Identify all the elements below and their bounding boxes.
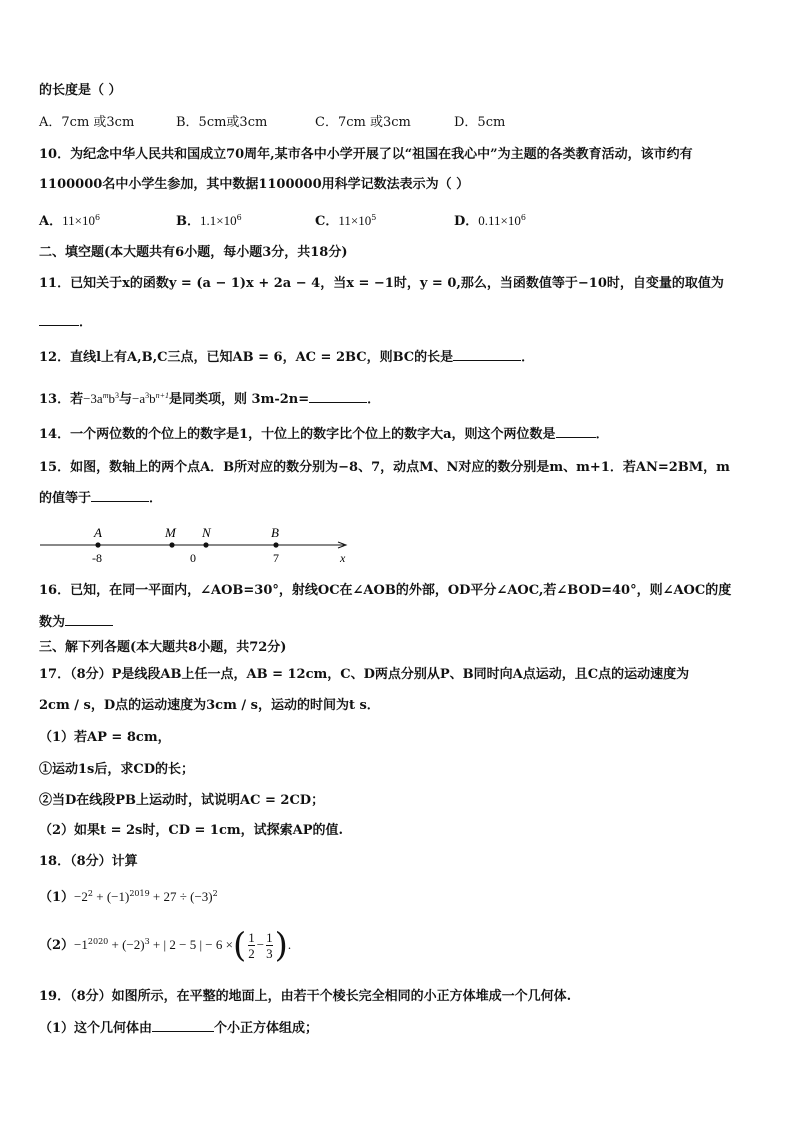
- q18-expr1-c-exp: 2: [212, 889, 218, 898]
- q14-answer-blank[interactable]: [556, 425, 596, 438]
- q18-expr2-b: + (−2): [108, 937, 145, 952]
- q10-option-c-value: 11×10: [338, 213, 372, 228]
- fraction-one-third: [266, 930, 273, 961]
- point-b-label: B: [271, 525, 279, 540]
- section-solve-title: 三、解下列各题(本大题共8小题，共72分): [39, 640, 287, 655]
- q9-tail: 的长度是（ ）: [39, 83, 122, 98]
- q18-expr1-a-exp: 2: [87, 889, 93, 898]
- tick-label-7: 7: [273, 551, 279, 565]
- q10-option-c-exp: 5: [371, 213, 377, 222]
- q9-option-c: C．7cm 或3cm: [315, 115, 411, 130]
- axis-x-label: x: [340, 551, 346, 565]
- q13-term2-exp-3: 3: [145, 391, 150, 400]
- q18-minus: −: [256, 937, 265, 952]
- q13-term1-exp-m: m: [102, 391, 109, 400]
- fraction-one-third-num: 1: [266, 930, 273, 945]
- q18-expr1-b-exp: 2019: [129, 889, 150, 898]
- tick-label-0: 0: [190, 551, 196, 565]
- q18-expr2-a: −1: [74, 937, 88, 952]
- q19-answer-blank[interactable]: [152, 1019, 214, 1032]
- point-m-label: M: [165, 525, 176, 540]
- q18-expr1-c: + 27 ÷ (−3): [149, 889, 213, 904]
- q18-expr1-a: −2: [74, 889, 88, 904]
- number-line-figure: [38, 520, 358, 566]
- q14-line: [39, 425, 609, 444]
- fraction-one-half: [248, 930, 255, 961]
- q16-line1: 16．已知，在同一平面内，∠AOB=30°，射线OC在∠AOB的外部，OD平分∠AOC,若∠BOD=40°，则∠AOC的度: [39, 583, 732, 598]
- q10-option-a-value: 11×10: [62, 213, 95, 228]
- q14-end: ．: [595, 427, 609, 442]
- q17-part2: （2）如果t = 2s时，CD = 1cm，试探索AP的值.: [39, 823, 344, 838]
- q15-line1: 15．如图，数轴上的两个点A．B所对应的数分别为−8、7，动点M、N对应的数分别是m、m+1．若AN=2BM，m: [39, 460, 730, 475]
- q16-text: 数为: [39, 615, 66, 630]
- q10-option-a-label: A．: [39, 214, 63, 229]
- q17-line1: 17．（8分）P是线段AB上任一点，AB = 12cm，C、D两点分别从P、B同时向A点运动，且C点的运动速度为: [39, 667, 690, 682]
- q10-option-a: [39, 212, 100, 231]
- q13-term1-exp-3: 3: [114, 391, 119, 400]
- q11-line1: 11．已知关于x的函数y = (a − 1)x + 2a − 4，当x = −1时，y = 0,那么，当函数值等于−10时，自变量的取值为: [39, 276, 724, 291]
- fraction-one-third-den: 3: [266, 946, 273, 961]
- q19-line1: 19．（8分）如图所示，在平整的地面上，由若干个棱长完全相同的小正方体堆成一个几何体.: [39, 989, 572, 1004]
- q10-line2: 1100000名中小学生参加，其中数据1100000用科学记数法表示为（ ）: [39, 177, 470, 192]
- q12-line: [39, 348, 534, 367]
- q10-option-b: [176, 212, 242, 231]
- q9-option-b: B．5cm或3cm: [176, 115, 268, 130]
- q18-expr2-label: （2）: [39, 938, 75, 953]
- q18-expr2-c: + | 2 − 5 | − 6 ×: [149, 937, 233, 952]
- q15-line2: [39, 489, 162, 508]
- q13-pre: 13．若: [39, 392, 84, 407]
- q12-text: 12．直线l上有A,B,C三点，已知AB = 6，AC = 2BC，则BC的长是: [39, 350, 454, 365]
- q10-option-c: [315, 212, 376, 231]
- fraction-one-half-num: 1: [248, 930, 255, 945]
- q10-option-a-exp: 6: [94, 213, 101, 222]
- q10-option-b-value: 1.1×10: [200, 213, 237, 228]
- point-b-dot: [273, 542, 278, 547]
- q11-line2: [39, 313, 92, 332]
- q18-expr2-a-exp: 2020: [87, 937, 109, 946]
- q13-end: ．: [367, 392, 381, 407]
- q10-line1: 10．为纪念中华人民共和国成立70周年,某市各中小学开展了以“祖国在我心中”为主题的各类教育活动，该市约有: [39, 147, 693, 162]
- left-paren-icon: (: [232, 925, 247, 966]
- q13-term2-b: b: [149, 391, 156, 406]
- q16-line2: [39, 613, 113, 632]
- q11-answer-blank[interactable]: [39, 313, 79, 326]
- q17-part1a: ①运动1s后，求CD的长；: [39, 762, 194, 777]
- q18-expr1-b: + (−1): [92, 889, 130, 904]
- point-m-dot: [169, 542, 174, 547]
- q17-part1b: ②当D在线段PB上运动时，试说明AC = 2CD；: [39, 793, 325, 808]
- q19-part1-pre: （1）这个几何体由: [39, 1021, 153, 1036]
- q13-post: 是同类项，则 3m-2n=: [169, 392, 310, 407]
- q13-term2-exp-n1: n+1: [155, 391, 170, 400]
- point-n-dot: [203, 542, 208, 547]
- point-n-label: N: [202, 525, 211, 540]
- q17-line2: 2cm / s，D点的运动速度为3cm / s，运动的时间为t s．: [39, 698, 380, 713]
- q18-expr2: [39, 925, 292, 966]
- q13-mid: 与: [118, 392, 132, 407]
- q10-option-c-label: C．: [315, 214, 339, 229]
- q18-expr1-label: （1）: [39, 890, 75, 905]
- q11-end: ．: [79, 315, 93, 330]
- q18-expr2-b-exp: 3: [144, 937, 150, 946]
- fraction-one-half-den: 2: [248, 946, 255, 961]
- q13-line: [39, 390, 380, 409]
- q13-term2: [132, 391, 169, 406]
- q15-end: ．: [149, 491, 163, 506]
- q17-part1: （1）若AP = 8cm，: [39, 730, 171, 745]
- q15-answer-blank[interactable]: [91, 489, 149, 502]
- q13-term1-b: b: [108, 391, 115, 406]
- q19-part1: [39, 1019, 318, 1038]
- q18-expr1: [39, 888, 218, 907]
- q16-answer-blank[interactable]: [65, 613, 113, 626]
- q10-option-d: [454, 212, 526, 231]
- q10-option-b-exp: 6: [236, 213, 242, 222]
- q9-option-d: D．5cm: [454, 115, 506, 130]
- q9-option-a: A．7cm 或3cm: [39, 115, 135, 130]
- q12-end: ．: [521, 350, 535, 365]
- q15-text: 的值等于: [39, 491, 92, 506]
- tick-label-minus8: -8: [92, 551, 102, 565]
- q10-option-d-exp: 6: [520, 213, 526, 222]
- point-a-label: A: [94, 525, 102, 540]
- q13-answer-blank[interactable]: [309, 390, 367, 403]
- q18-title: 18．（8分）计算: [39, 854, 138, 869]
- section-fill-in-title: 二、填空题(本大题共有6小题，每小题3分，共18分): [39, 245, 348, 260]
- q10-option-d-label: D．: [454, 214, 479, 229]
- q19-part1-post: 个小正方体组成；: [214, 1021, 319, 1036]
- q10-option-b-label: B．: [176, 214, 200, 229]
- q13-term1: [83, 391, 119, 406]
- q13-term1-base: −3a: [83, 391, 103, 406]
- q14-text: 14．一个两位数的个位上的数字是1，十位上的数字比个位上的数字大a，则这个两位数是: [39, 427, 556, 442]
- q18-expr2-end: .: [287, 937, 292, 952]
- point-a-dot: [95, 542, 100, 547]
- q13-term2-base: −a: [132, 391, 146, 406]
- q10-option-d-value: 0.11×10: [478, 213, 521, 228]
- q12-answer-blank[interactable]: [453, 348, 521, 361]
- right-paren-icon: ): [274, 925, 288, 966]
